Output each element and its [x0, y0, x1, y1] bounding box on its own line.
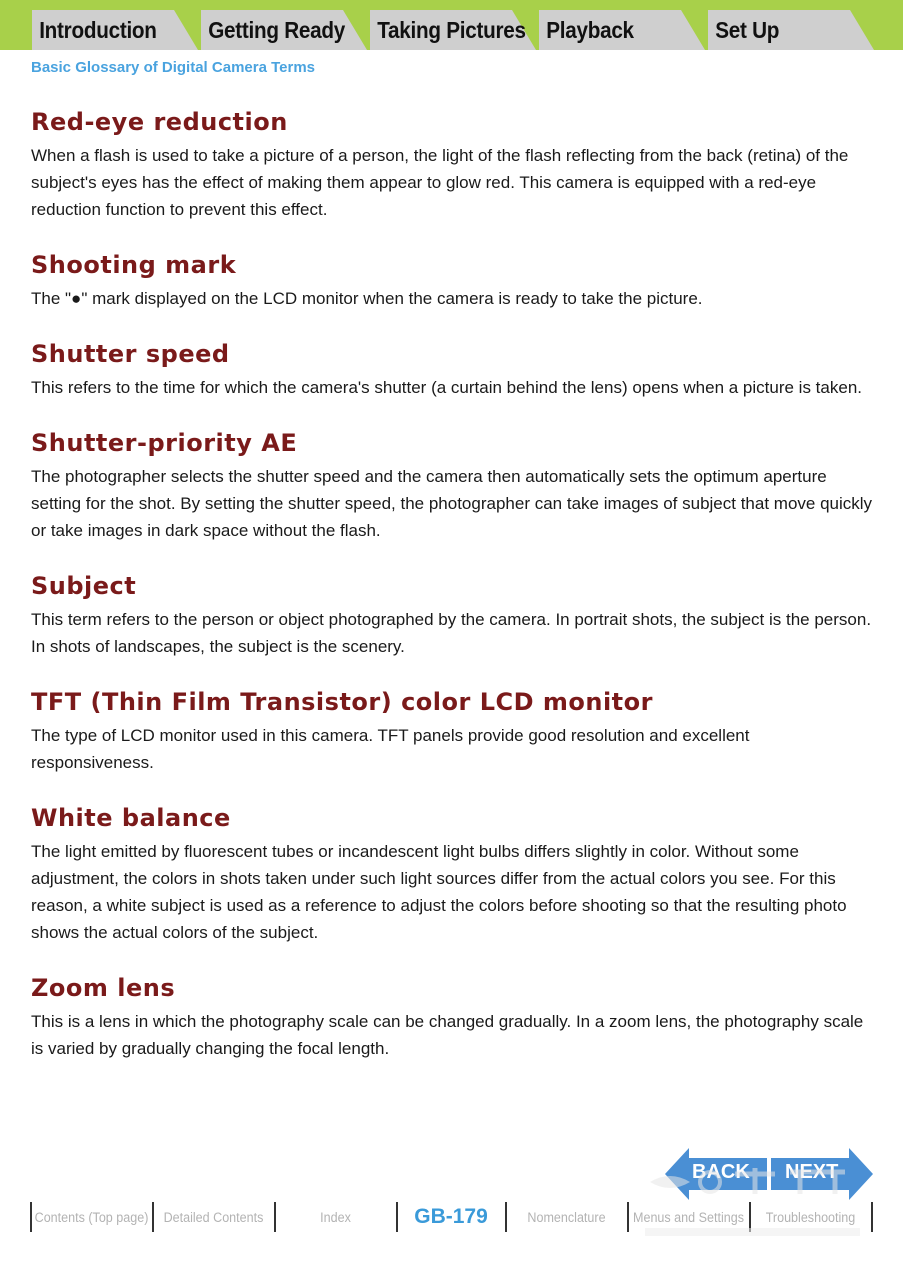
glossary-entry — [31, 428, 876, 544]
footer-divider — [505, 1202, 507, 1232]
entry-term: White balance — [31, 804, 231, 832]
entry-definition: The light emitted by fluorescent tubes or incandescent light bulbs differs slightly in color. Without some adjustment, the colors in shots taken under such light sources differ from the actual colors you see. For this reason, a white subject is used as a reference to adjust the colors before shooting so that the resulting photo shows the actual colors of the subject. — [31, 842, 847, 942]
next-button[interactable] — [771, 1146, 873, 1207]
glossary-entry — [31, 973, 876, 1062]
page-number: GB-179 — [414, 1205, 488, 1228]
glossary-entry — [31, 250, 876, 312]
tab-taking-pictures[interactable] — [370, 10, 536, 50]
next-label: NEXT — [785, 1161, 839, 1183]
glossary-entry — [31, 803, 876, 946]
entry-term: Shutter speed — [31, 340, 230, 368]
chapter-tab-bar — [0, 0, 903, 50]
footer-divider — [749, 1202, 751, 1232]
tab-getting-ready[interactable] — [201, 10, 367, 50]
entry-definition: When a flash is used to take a picture of a person, the light of the flash reflecting from the back (retina) of the subject's eyes has the effect of making them appear to glow red. This camera is equipped with a red-eye reduction function to prevent this effect. — [31, 146, 849, 219]
footer-divider — [152, 1202, 154, 1232]
footer-link-contents[interactable]: Contents (Top page) — [34, 1209, 149, 1225]
footer-divider — [871, 1202, 873, 1232]
tab-label: Set Up — [715, 16, 780, 43]
glossary-entry — [31, 339, 876, 401]
tab-playback[interactable] — [539, 10, 705, 50]
entry-definition: This is a lens in which the photography scale can be changed gradually. In a zoom lens, the photography scale is varied by gradually changing the focal length. — [31, 1012, 864, 1058]
glossary-entry — [31, 107, 876, 223]
entry-term: Subject — [31, 572, 137, 600]
glossary-entry — [31, 687, 876, 776]
entry-definition: The type of LCD monitor used in this camera. TFT panels provide good resolution and excellent responsiveness. — [31, 726, 750, 772]
back-button[interactable] — [665, 1146, 767, 1207]
entry-term: Shutter-priority AE — [31, 429, 298, 457]
glossary-entry — [31, 571, 876, 660]
entry-term: Shooting mark — [31, 251, 237, 279]
breadcrumb[interactable]: Basic Glossary of Digital Camera Terms — [31, 59, 316, 76]
entry-definition: The photographer selects the shutter speed and the camera then automatically sets the optimum aperture setting for the shot. By setting the shutter speed, the photographer can take images of subject that move quickly or take images in dark space without the flash. — [31, 467, 873, 540]
footer-link-nomenclature[interactable]: Nomenclature — [527, 1209, 606, 1225]
tab-label: Introduction — [39, 16, 157, 43]
footer-link-troubleshooting[interactable]: Troubleshooting — [765, 1209, 856, 1225]
footer-link-detailed-contents[interactable]: Detailed Contents — [163, 1209, 264, 1225]
tab-label: Taking Pictures — [377, 16, 526, 43]
footer-nav — [30, 1202, 873, 1232]
tab-label: Getting Ready — [208, 16, 346, 43]
tab-set-up[interactable] — [708, 10, 874, 50]
footer-divider — [274, 1202, 276, 1232]
tab-label: Playback — [546, 16, 634, 43]
footer-divider — [30, 1202, 32, 1232]
footer-link-menus-settings[interactable]: Menus and Settings — [633, 1209, 744, 1225]
entry-term: Zoom lens — [31, 974, 176, 1002]
page-navigation — [665, 1146, 875, 1204]
entry-term: TFT (Thin Film Transistor) color LCD monitor — [31, 688, 653, 716]
entry-definition: This refers to the time for which the camera's shutter (a curtain behind the lens) opens when a picture is taken. — [31, 378, 862, 397]
footer-link-index[interactable]: Index — [320, 1209, 351, 1225]
back-label: BACK — [692, 1161, 750, 1183]
entry-term: Red-eye reduction — [31, 108, 288, 136]
tab-introduction[interactable] — [32, 10, 198, 50]
entry-definition: The "●" mark displayed on the LCD monitor when the camera is ready to take the picture. — [31, 289, 703, 308]
entry-definition: This term refers to the person or object photographed by the camera. In portrait shots, the subject is the person. In shots of landscapes, the subject is the scenery. — [31, 610, 872, 656]
footer-divider — [627, 1202, 629, 1232]
